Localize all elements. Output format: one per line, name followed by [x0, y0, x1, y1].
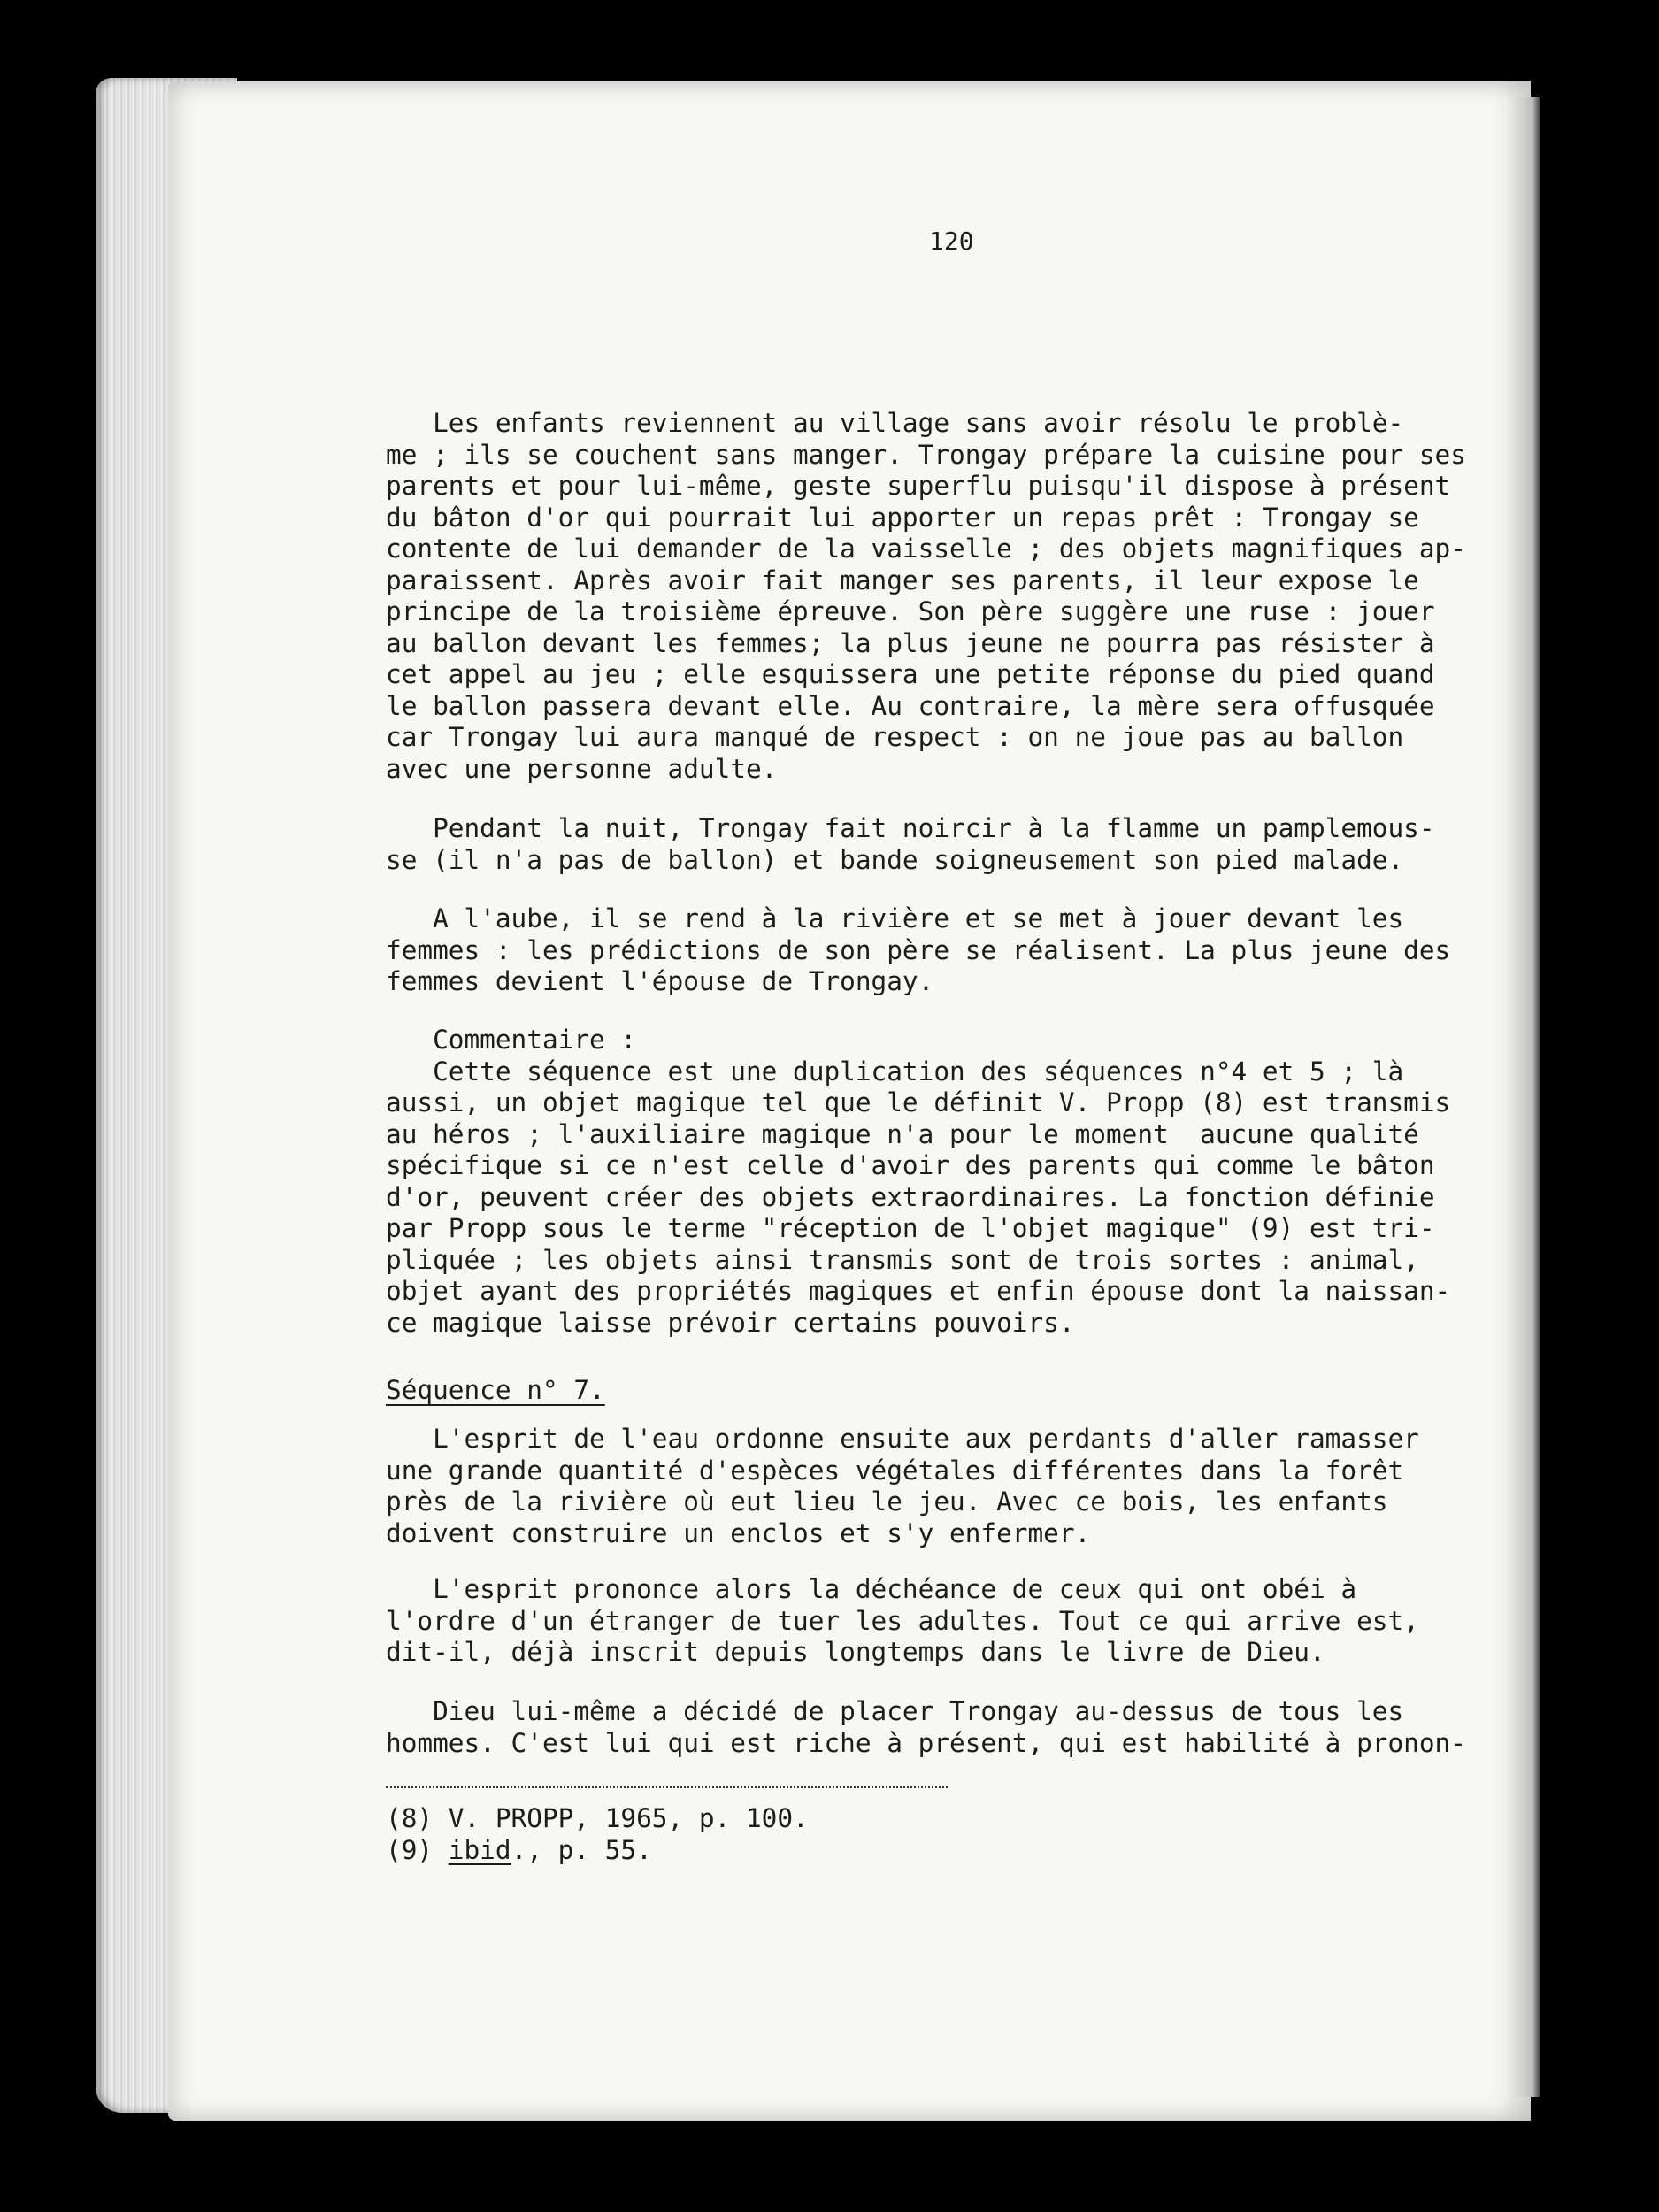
paragraph-line: objet ayant des propriétés magiques et enfin épouse dont la naissan-: [386, 1276, 1451, 1306]
section-paragraph-line: Dieu lui-même a décidé de placer Trongay au-dessus de tous les: [386, 1696, 1404, 1726]
section-paragraph-line: L'esprit prononce alors la déchéance de ceux qui ont obéi à: [386, 1574, 1357, 1604]
commentary-paragraph: [386, 1025, 1450, 1339]
paragraph-line: car Trongay lui aura manqué de respect : on ne joue pas au ballon: [386, 722, 1404, 752]
page-number: 120: [929, 227, 974, 256]
paragraph-line: paraissent. Après avoir fait manger ses parents, il leur expose le: [386, 565, 1419, 595]
paragraph-line: parents et pour lui-même, geste superflu puisqu'il dispose à présent: [386, 471, 1451, 501]
section-paragraph-3: [386, 1696, 1466, 1759]
paragraph-line: A l'aube, il se rend à la rivière et se met à jouer devant les: [386, 903, 1404, 933]
paragraph-1: [386, 408, 1466, 785]
paragraph-line: femmes devient l'épouse de Trongay.: [386, 966, 934, 996]
paragraph-line: se (il n'a pas de ballon) et bande soigneusement son pied malade.: [386, 844, 1404, 875]
section-paragraph-line: l'ordre d'un étranger de tuer les adultes. Tout ce qui arrive est,: [386, 1605, 1419, 1636]
paragraph-line: Les enfants reviennent au village sans avoir résolu le problè-: [386, 408, 1404, 438]
paragraph-2: [386, 813, 1435, 876]
section-paragraph-line: hommes. C'est lui qui est riche à présent, qui est habilité à pronon-: [386, 1727, 1466, 1758]
paragraph-line: d'or, peuvent créer des objets extraordinaires. La fonction définie: [386, 1181, 1435, 1212]
paragraph-line: me ; ils se couchent sans manger. Trongay prépare la cuisine pour ses: [386, 439, 1466, 470]
paragraph-line: au héros ; l'auxiliaire magique n'a pour le moment aucune qualité: [386, 1118, 1419, 1149]
section-paragraph-line: une grande quantité d'espèces végétales différentes dans la forêt: [386, 1455, 1404, 1486]
footnote-9-number: (9): [386, 1835, 449, 1865]
paragraph-line: spécifique si ce n'est celle d'avoir des parents qui comme le bâton: [386, 1150, 1435, 1180]
section-heading: Séquence n° 7.: [386, 1375, 605, 1405]
paragraph-line: avec une personne adulte.: [386, 753, 778, 784]
paragraph-line: du bâton d'or qui pourrait lui apporter un repas prêt : Trongay se: [386, 502, 1419, 533]
paragraph-line: ce magique laisse prévoir certains pouvoirs.: [386, 1307, 1075, 1338]
paragraph-line: pliquée ; les objets ainsi transmis sont de trois sortes : animal,: [386, 1244, 1419, 1275]
section-paragraph-2: [386, 1574, 1419, 1669]
footnote-9: [386, 1835, 652, 1867]
paragraph-3: [386, 903, 1450, 998]
page-gutter-shadow: [1504, 97, 1540, 2097]
footnote-9-ibid: ibid: [448, 1835, 511, 1865]
paragraph-line: Pendant la nuit, Trongay fait noircir à la flamme un pamplemous-: [386, 813, 1435, 843]
footnote-8: (8) V. PROPP, 1965, p. 100.: [386, 1803, 809, 1833]
paragraph-line: cet appel au jeu ; elle esquissera une petite réponse du pied quand: [386, 659, 1435, 689]
section-paragraph-line: dit-il, déjà inscrit depuis longtemps dans le livre de Dieu.: [386, 1637, 1325, 1667]
paragraph-line: contente de lui demander de la vaisselle ; des objets magnifiques ap-: [386, 534, 1466, 564]
footnote-9-rest: ., p. 55.: [511, 1835, 652, 1865]
section-paragraph-line: L'esprit de l'eau ordonne ensuite aux perdants d'aller ramasser: [386, 1424, 1419, 1454]
paragraph-line: par Propp sous le terme "réception de l'objet magique" (9) est tri-: [386, 1213, 1435, 1243]
paragraph-line: le ballon passera devant elle. Au contraire, la mère sera offusquée: [386, 690, 1435, 721]
paragraph-line: au ballon devant les femmes; la plus jeune ne pourra pas résister à: [386, 627, 1435, 658]
paragraph-line: principe de la troisième épreuve. Son père suggère une ruse : jouer: [386, 596, 1435, 626]
paragraph-line: aussi, un objet magique tel que le définit V. Propp (8) est transmis: [386, 1087, 1451, 1118]
section-paragraph-line: doivent construire un enclos et s'y enfermer.: [386, 1517, 1091, 1548]
footnote-separator: [386, 1786, 948, 1788]
section-paragraph-line: près de la rivière où eut lieu le jeu. Avec ce bois, les enfants: [386, 1486, 1388, 1517]
paragraph-line: Commentaire :: [386, 1025, 637, 1055]
paragraph-line: Cette séquence est une duplication des séquences n°4 et 5 ; là: [386, 1056, 1404, 1087]
section-paragraph-1: [386, 1424, 1419, 1549]
paragraph-line: femmes : les prédictions de son père se réalisent. La plus jeune des: [386, 934, 1451, 965]
